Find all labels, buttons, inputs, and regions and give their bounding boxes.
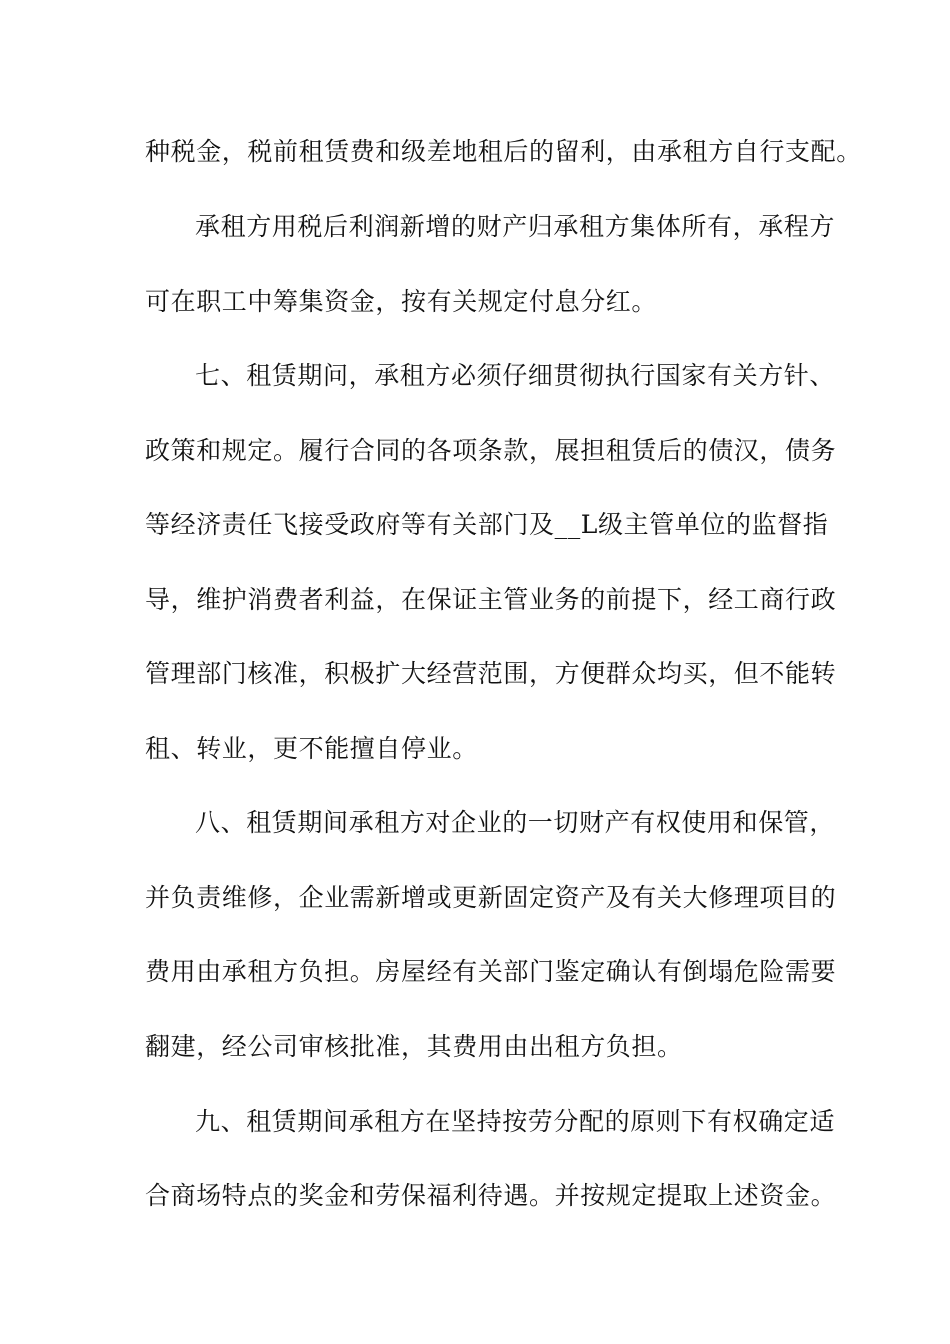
text-line: 并负责维修，企业需新增或更新固定资产及有关大修理项目的 — [145, 883, 837, 912]
text-line: 翻建，经公司审核批准，其费用由出租方负担。 — [145, 1032, 683, 1061]
text-line: 导，维护消费者利益，在保证主管业务的前提下，经工商行政 — [145, 585, 837, 614]
text-line: 费用由承租方负担。房屋经有关部门鉴定确认有倒塌危险需要 — [145, 957, 837, 986]
text-line: 种税金，税前租赁费和级差地租后的留利，由承租方自行支配。 — [145, 137, 862, 166]
text-line: 租、转业，更不能擅自停业。 — [145, 734, 478, 763]
text-line: 等经济责任飞接受政府等有关部门及__L级主管单位的监督指 — [145, 510, 829, 539]
text-line: 管理部门核准，积极扩大经营范围，方便群众均买，但不能转 — [145, 659, 837, 688]
paragraph-start-line: 承租方用税后利润新增的财产归承租方集体所有，承程方 — [195, 212, 836, 241]
text-line: 可在职工中筹集资金，按有关规定付息分红。 — [145, 287, 658, 316]
text-line: 合商场特点的奖金和劳保福利待遇。并按规定提取上述资金。 — [145, 1181, 837, 1210]
section-seven-heading-line: 七、租赁期问，承租方必须仔细贯彻执行国家有关方针、 — [195, 361, 836, 390]
section-nine-heading-line: 九、租赁期间承租方在坚持按劳分配的原则下有权确定适 — [195, 1107, 836, 1136]
section-eight-heading-line: 八、租赁期间承租方对企业的一切财产有权使用和保管， — [195, 808, 836, 837]
text-line: 政策和规定。履行合同的各项条款，展担租赁后的债汉，债务 — [145, 436, 837, 465]
